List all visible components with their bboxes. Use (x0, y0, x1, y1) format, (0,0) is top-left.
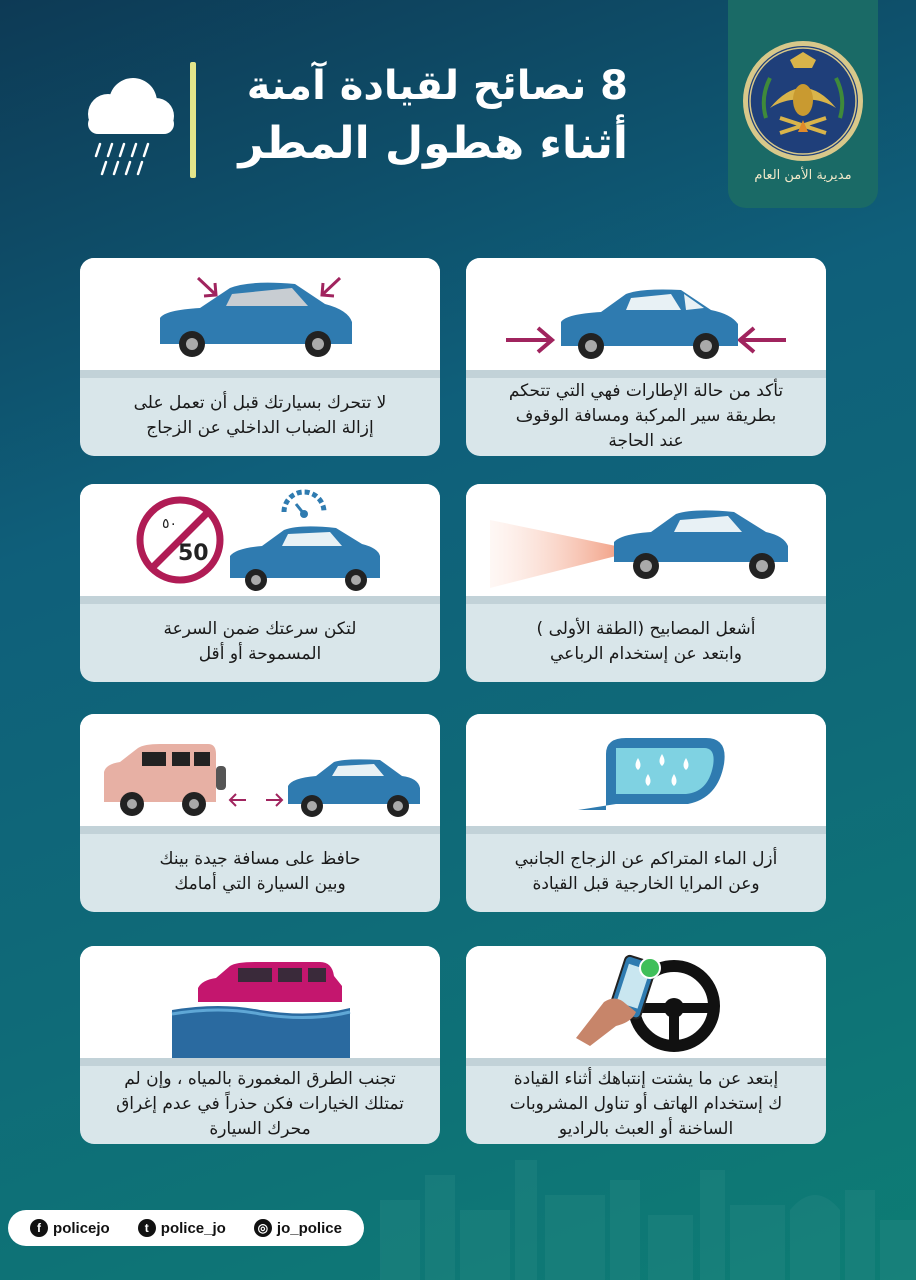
tip-line: لا تتحرك بسيارتك قبل أن تعمل على (133, 393, 387, 413)
tip-card-distance (80, 714, 440, 912)
tip-line: إزالة الضباب الداخلي عن الزجاج (146, 418, 374, 438)
speed-limit-icon (80, 484, 440, 596)
tip-text (484, 1070, 808, 1138)
tip-line: محرك السيارة (209, 1118, 311, 1139)
tip-card-mirror (466, 714, 826, 912)
tip-line: لتكن سرعتك ضمن السرعة (163, 619, 357, 639)
police-emblem-icon (740, 38, 866, 164)
tip-line: ك إستخدام الهاتف أو تناول المشروبات (509, 1093, 783, 1114)
tip-line: الساخنة أو العبث بالراديو (558, 1118, 734, 1139)
tip-card-tires (466, 258, 826, 456)
phone-steering-wheel-icon (466, 946, 826, 1058)
rain-cloud-icon (78, 72, 178, 182)
facebook-icon: f (30, 1219, 48, 1237)
city-skyline-decoration (0, 1120, 916, 1280)
foggy-windshield-car-icon (80, 258, 440, 370)
facebook-link[interactable] (30, 1219, 110, 1237)
tip-card-flood (80, 946, 440, 1144)
tip-text (484, 382, 808, 450)
car-headlight-icon (466, 484, 826, 596)
tip-line: بطريقة سير المركبة ومسافة الوقوف (515, 405, 777, 426)
tip-line: وعن المرايا الخارجية قبل القيادة (532, 874, 760, 894)
tip-text (98, 608, 422, 676)
tip-line: تجنب الطرق المغمورة بالمياه ، وإن لم (124, 1068, 396, 1089)
tip-line: المسموحة أو أقل (198, 644, 322, 664)
police-logo (728, 0, 878, 208)
instagram-icon: ◎ (254, 1219, 272, 1237)
crossed-speed-value: ٥٠ (162, 516, 178, 532)
twitter-icon: t (138, 1219, 156, 1237)
wet-mirror-icon (466, 714, 826, 826)
tip-line: حافظ على مسافة جيدة بينك (159, 849, 361, 869)
tip-text (484, 608, 808, 676)
speedometer-icon (284, 492, 324, 518)
tip-line: عند الحاجة (608, 430, 684, 451)
social-links-bar (8, 1210, 364, 1246)
tip-line: وابتعد عن إستخدام الرباعي (550, 644, 742, 664)
tip-line: وبين السيارة التي أمامك (174, 874, 346, 894)
tip-text (98, 838, 422, 906)
tip-line: إبتعد عن ما يشتت إنتباهك أثناء القيادة (513, 1068, 779, 1089)
tip-line: تمتلك الخيارات فكن حذراً في عدم إغراق (116, 1093, 404, 1114)
title-accent-bar (190, 62, 196, 178)
tip-card-lights (466, 484, 826, 682)
facebook-handle: policejo (53, 1219, 110, 1237)
instagram-handle: jo_police (276, 1219, 342, 1237)
tip-text (98, 1070, 422, 1138)
flooded-car-icon (80, 946, 440, 1058)
instagram-link[interactable] (254, 1219, 342, 1237)
tip-line: أزل الماء المتراكم عن الزجاج الجانبي (514, 849, 778, 869)
title-line-2: أثناء هطول المطر (238, 118, 628, 169)
tip-text (98, 382, 422, 450)
speed-limit-value: 50 (178, 541, 209, 566)
twitter-handle: police_jo (160, 1219, 226, 1237)
tip-text (484, 838, 808, 906)
car-distance-icon (80, 714, 440, 826)
tip-line: تأكد من حالة الإطارات فهي التي تتحكم (508, 380, 784, 401)
car-arrows-icon (466, 258, 826, 370)
tip-card-defog (80, 258, 440, 456)
logo-caption: مديرية الأمن العام (754, 168, 852, 183)
page-title (200, 58, 628, 174)
twitter-link[interactable] (138, 1219, 226, 1237)
tip-card-speed (80, 484, 440, 682)
tip-line: أشعل المصابيح (الطقة الأولى ) (536, 619, 756, 639)
title-line-1: 8 نصائح لقيادة آمنة (246, 63, 628, 109)
tip-card-distraction (466, 946, 826, 1144)
